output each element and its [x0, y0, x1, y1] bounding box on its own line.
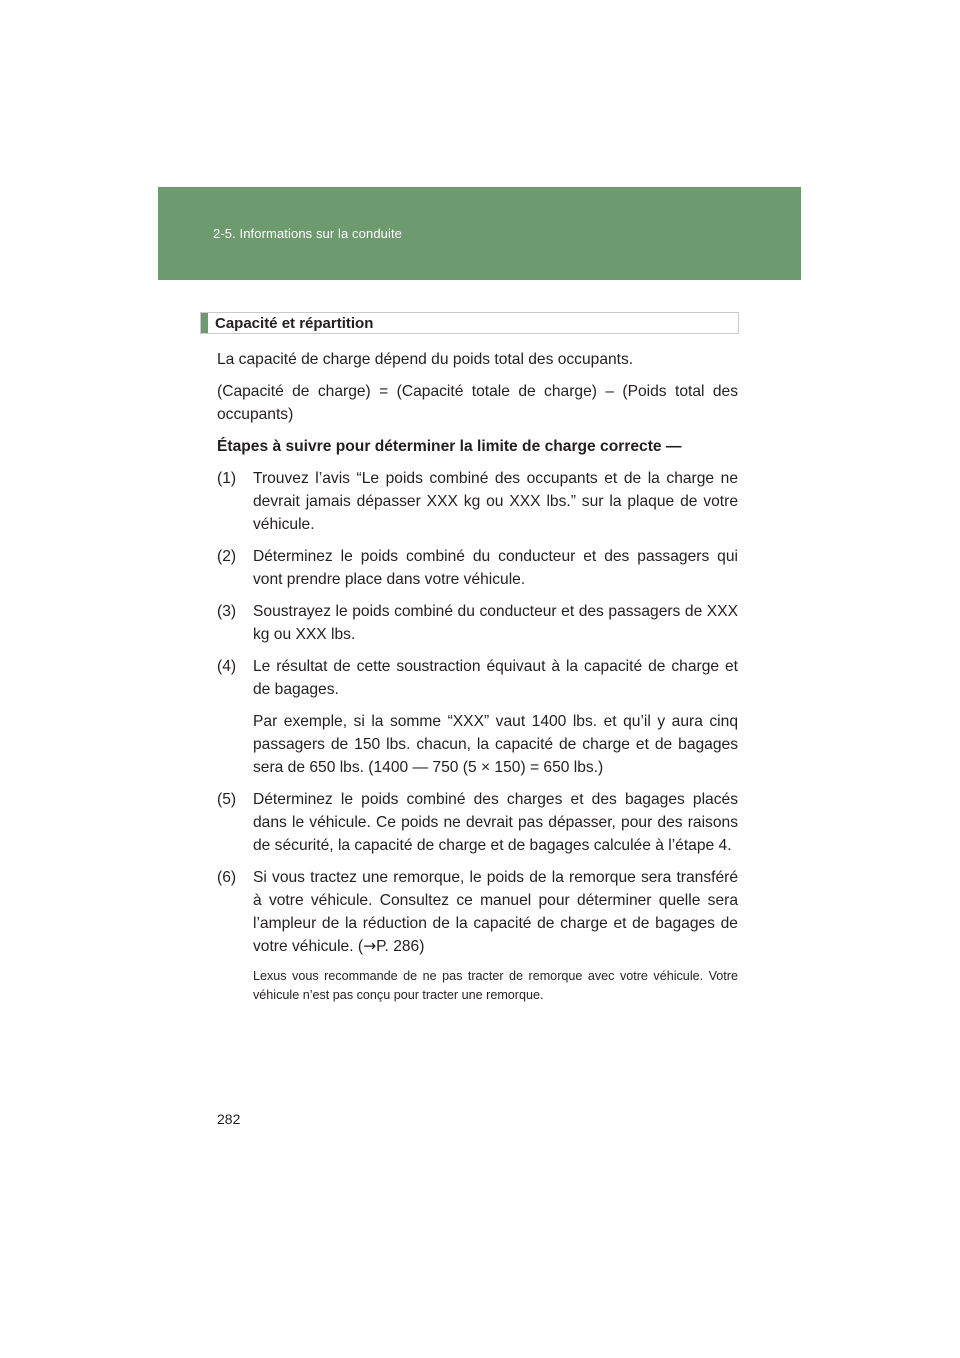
section-title: Capacité et répartition: [215, 315, 374, 332]
intro-text: La capacité de charge dépend du poids total des occupants.: [217, 351, 634, 368]
step-item: [217, 655, 738, 779]
step-text: Déterminez le poids combiné des charges et des bagages placés dans le véhicule. Ce poids ne devrait pas dépasser, pour des raisons de sécurité, la capacité de charge et de bagages calculée à l’étape 4.: [253, 791, 738, 854]
step-text: Soustrayez le poids combiné du conducteur et des passagers de XXX kg ou XXX lbs.: [253, 603, 738, 643]
arrow-right-icon: →: [363, 937, 377, 955]
step-item: [217, 467, 738, 536]
step-number: (1): [217, 470, 237, 487]
step-item: [217, 788, 738, 857]
step-item: [217, 866, 738, 1005]
step-text-main: Si vous tractez une remorque, le poids de la remorque sera transféré à votre véhicule. Consultez ce manuel pour déterminer quelle sera l’ampleur de la réduction de la capacité de charge et de bagages de votre véhicule. (: [253, 869, 738, 955]
step-example: Par exemple, si la somme “XXX” vaut 1400 lbs. et qu’il y aura cinq passagers de 150 lbs. chacun, la capacité de charge et de bagages sera de 650 lbs. (1400 — 750 (5 × 150) = 650 lbs.): [253, 713, 738, 776]
step-number: (5): [217, 791, 237, 808]
step-number: (3): [217, 603, 237, 620]
content: [217, 348, 738, 1014]
section-label: 2-5. Informations sur la conduite: [213, 226, 403, 241]
page-reference: P. 286): [376, 938, 425, 955]
step-number: (4): [217, 658, 237, 675]
steps-title: Étapes à suivre pour déterminer la limite de charge correcte —: [217, 438, 682, 455]
step-text: Trouvez l’avis “Le poids combiné des occupants et de la charge ne devrait jamais dépasser XXX kg ou XXX lbs.” sur la plaque de votre véhicule.: [253, 470, 738, 533]
step-note: Lexus vous recommande de ne pas tracter de remorque avec votre véhicule. Votre véhicule n’est pas conçu pour tracter une remorque.: [253, 969, 738, 1002]
page-number: 282: [217, 1111, 241, 1127]
formula-text: (Capacité de charge) = (Capacité totale de charge) – (Poids total des occupants): [217, 383, 738, 423]
step-number: (6): [217, 869, 237, 886]
steps-list: [217, 467, 738, 1005]
heading-accent: [201, 313, 208, 333]
step-text: [253, 866, 738, 958]
step-item: [217, 545, 738, 591]
step-text: Déterminez le poids combiné du conducteur et des passagers qui vont prendre place dans votre véhicule.: [253, 548, 738, 588]
step-number: (2): [217, 548, 237, 565]
step-text: Le résultat de cette soustraction équivaut à la capacité de charge et de bagages.: [253, 658, 738, 698]
section-heading: [200, 312, 739, 334]
step-item: [217, 600, 738, 646]
